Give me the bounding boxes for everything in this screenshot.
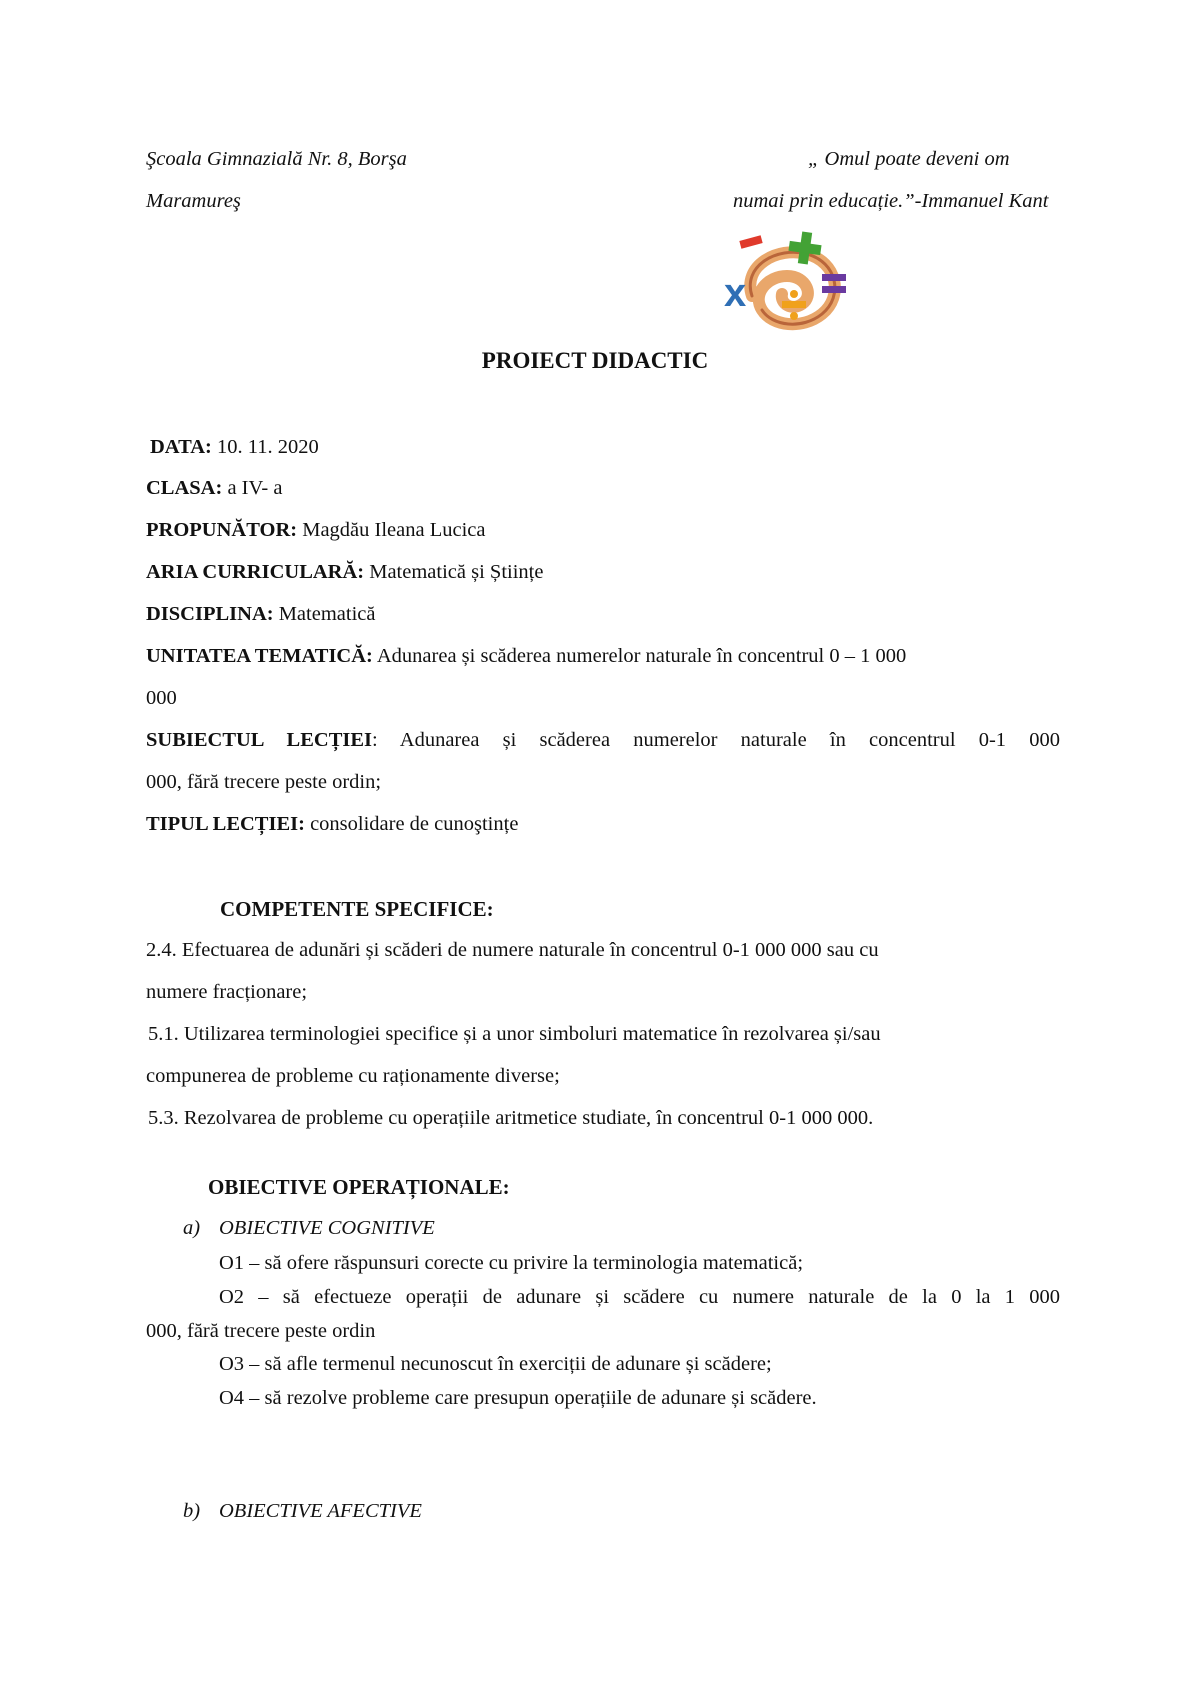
field-disciplina-value: Matematică [278,603,376,625]
objective-o2-continuation: 000, fără trecere peste ordin [146,1320,376,1342]
field-subiectul [146,729,1060,752]
field-clasa [146,477,282,500]
obiective-cognitive-marker: a) [183,1217,201,1239]
obiective-heading: OBIECTIVE OPERAȚIONALE: [208,1175,510,1199]
svg-text:x: x [724,271,747,315]
objective-o3: O3 – să afle termenul necunoscut în exerciții de adunare și scădere; [219,1353,772,1375]
field-data [150,436,319,459]
field-tipul-label: TIPUL LECȚIEI: [146,813,305,835]
competenta-2-4-continuation: numere fracționare; [146,981,308,1003]
document-title: PROIECT DIDACTIC [481,348,709,373]
field-aria-label: ARIA CURRICULARĂ: [146,561,365,583]
obiective-cognitive-title: OBIECTIVE COGNITIVE [219,1217,435,1239]
school-county: Maramureş [146,190,241,212]
quote-line-1: „ Omul poate deveni om [808,148,1010,170]
obiective-afective-title: OBIECTIVE AFECTIVE [219,1500,422,1522]
field-unitatea-continuation: 000 [146,687,177,709]
math-operations-logo-icon [722,226,852,334]
field-unitatea-value: Adunarea și scăderea numerelor naturale în concentrul 0 – 1 000 [376,645,907,667]
field-clasa-label: CLASA: [146,477,223,499]
quote-line-2: numai prin educație.”-Immanuel Kant [733,190,1049,212]
field-aria [146,561,543,584]
field-clasa-value: a IV- a [227,477,283,499]
field-tipul [146,813,518,836]
field-propunator-label: PROPUNĂTOR: [146,519,298,541]
field-data-value: 10. 11. 2020 [217,436,319,458]
competenta-2-4: 2.4. Efectuarea de adunări și scăderi de numere naturale în concentrul 0-1 000 000 sau cu [146,939,879,961]
field-subiectul-value: : Adunarea și scăderea numerelor naturale în concentrul 0-1 000 [372,729,1061,751]
field-unitatea [146,645,906,668]
field-subiectul-label: SUBIECTUL LECȚIEI [146,729,373,751]
objective-o4: O4 – să rezolve probleme care presupun operațiile de adunare și scădere. [219,1387,817,1409]
field-disciplina [146,603,375,626]
obiective-afective-marker: b) [183,1500,201,1522]
field-subiectul-continuation: 000, fără trecere peste ordin; [146,771,382,793]
competenta-5-1-continuation: compunerea de probleme cu raționamente diverse; [146,1065,560,1087]
field-disciplina-label: DISCIPLINA: [146,603,274,625]
field-tipul-value: consolidare de cunoştințe [310,813,519,835]
objective-o2: O2 – să efectueze operații de adunare și scădere cu numere naturale de la 0 la 1 000 [219,1286,1060,1308]
competenta-5-1: 5.1. Utilizarea terminologiei specifice și a unor simboluri matematice în rezolvarea și/sau [148,1023,881,1045]
objective-o1: O1 – să ofere răspunsuri corecte cu privire la terminologia matematică; [219,1252,804,1274]
field-aria-value: Matematică și Științe [369,561,544,583]
school-name: Şcoala Gimnazială Nr. 8, Borşa [146,148,407,170]
competenta-5-3: 5.3. Rezolvarea de probleme cu operațiile aritmetice studiate, în concentrul 0-1 000 000. [148,1107,874,1129]
field-unitatea-label: UNITATEA TEMATICĂ: [146,645,373,667]
field-data-label: DATA: [150,436,212,458]
competente-heading: COMPETENTE SPECIFICE: [220,897,494,921]
field-propunator [146,519,485,542]
field-propunator-value: Magdău Ileana Lucica [302,519,486,541]
